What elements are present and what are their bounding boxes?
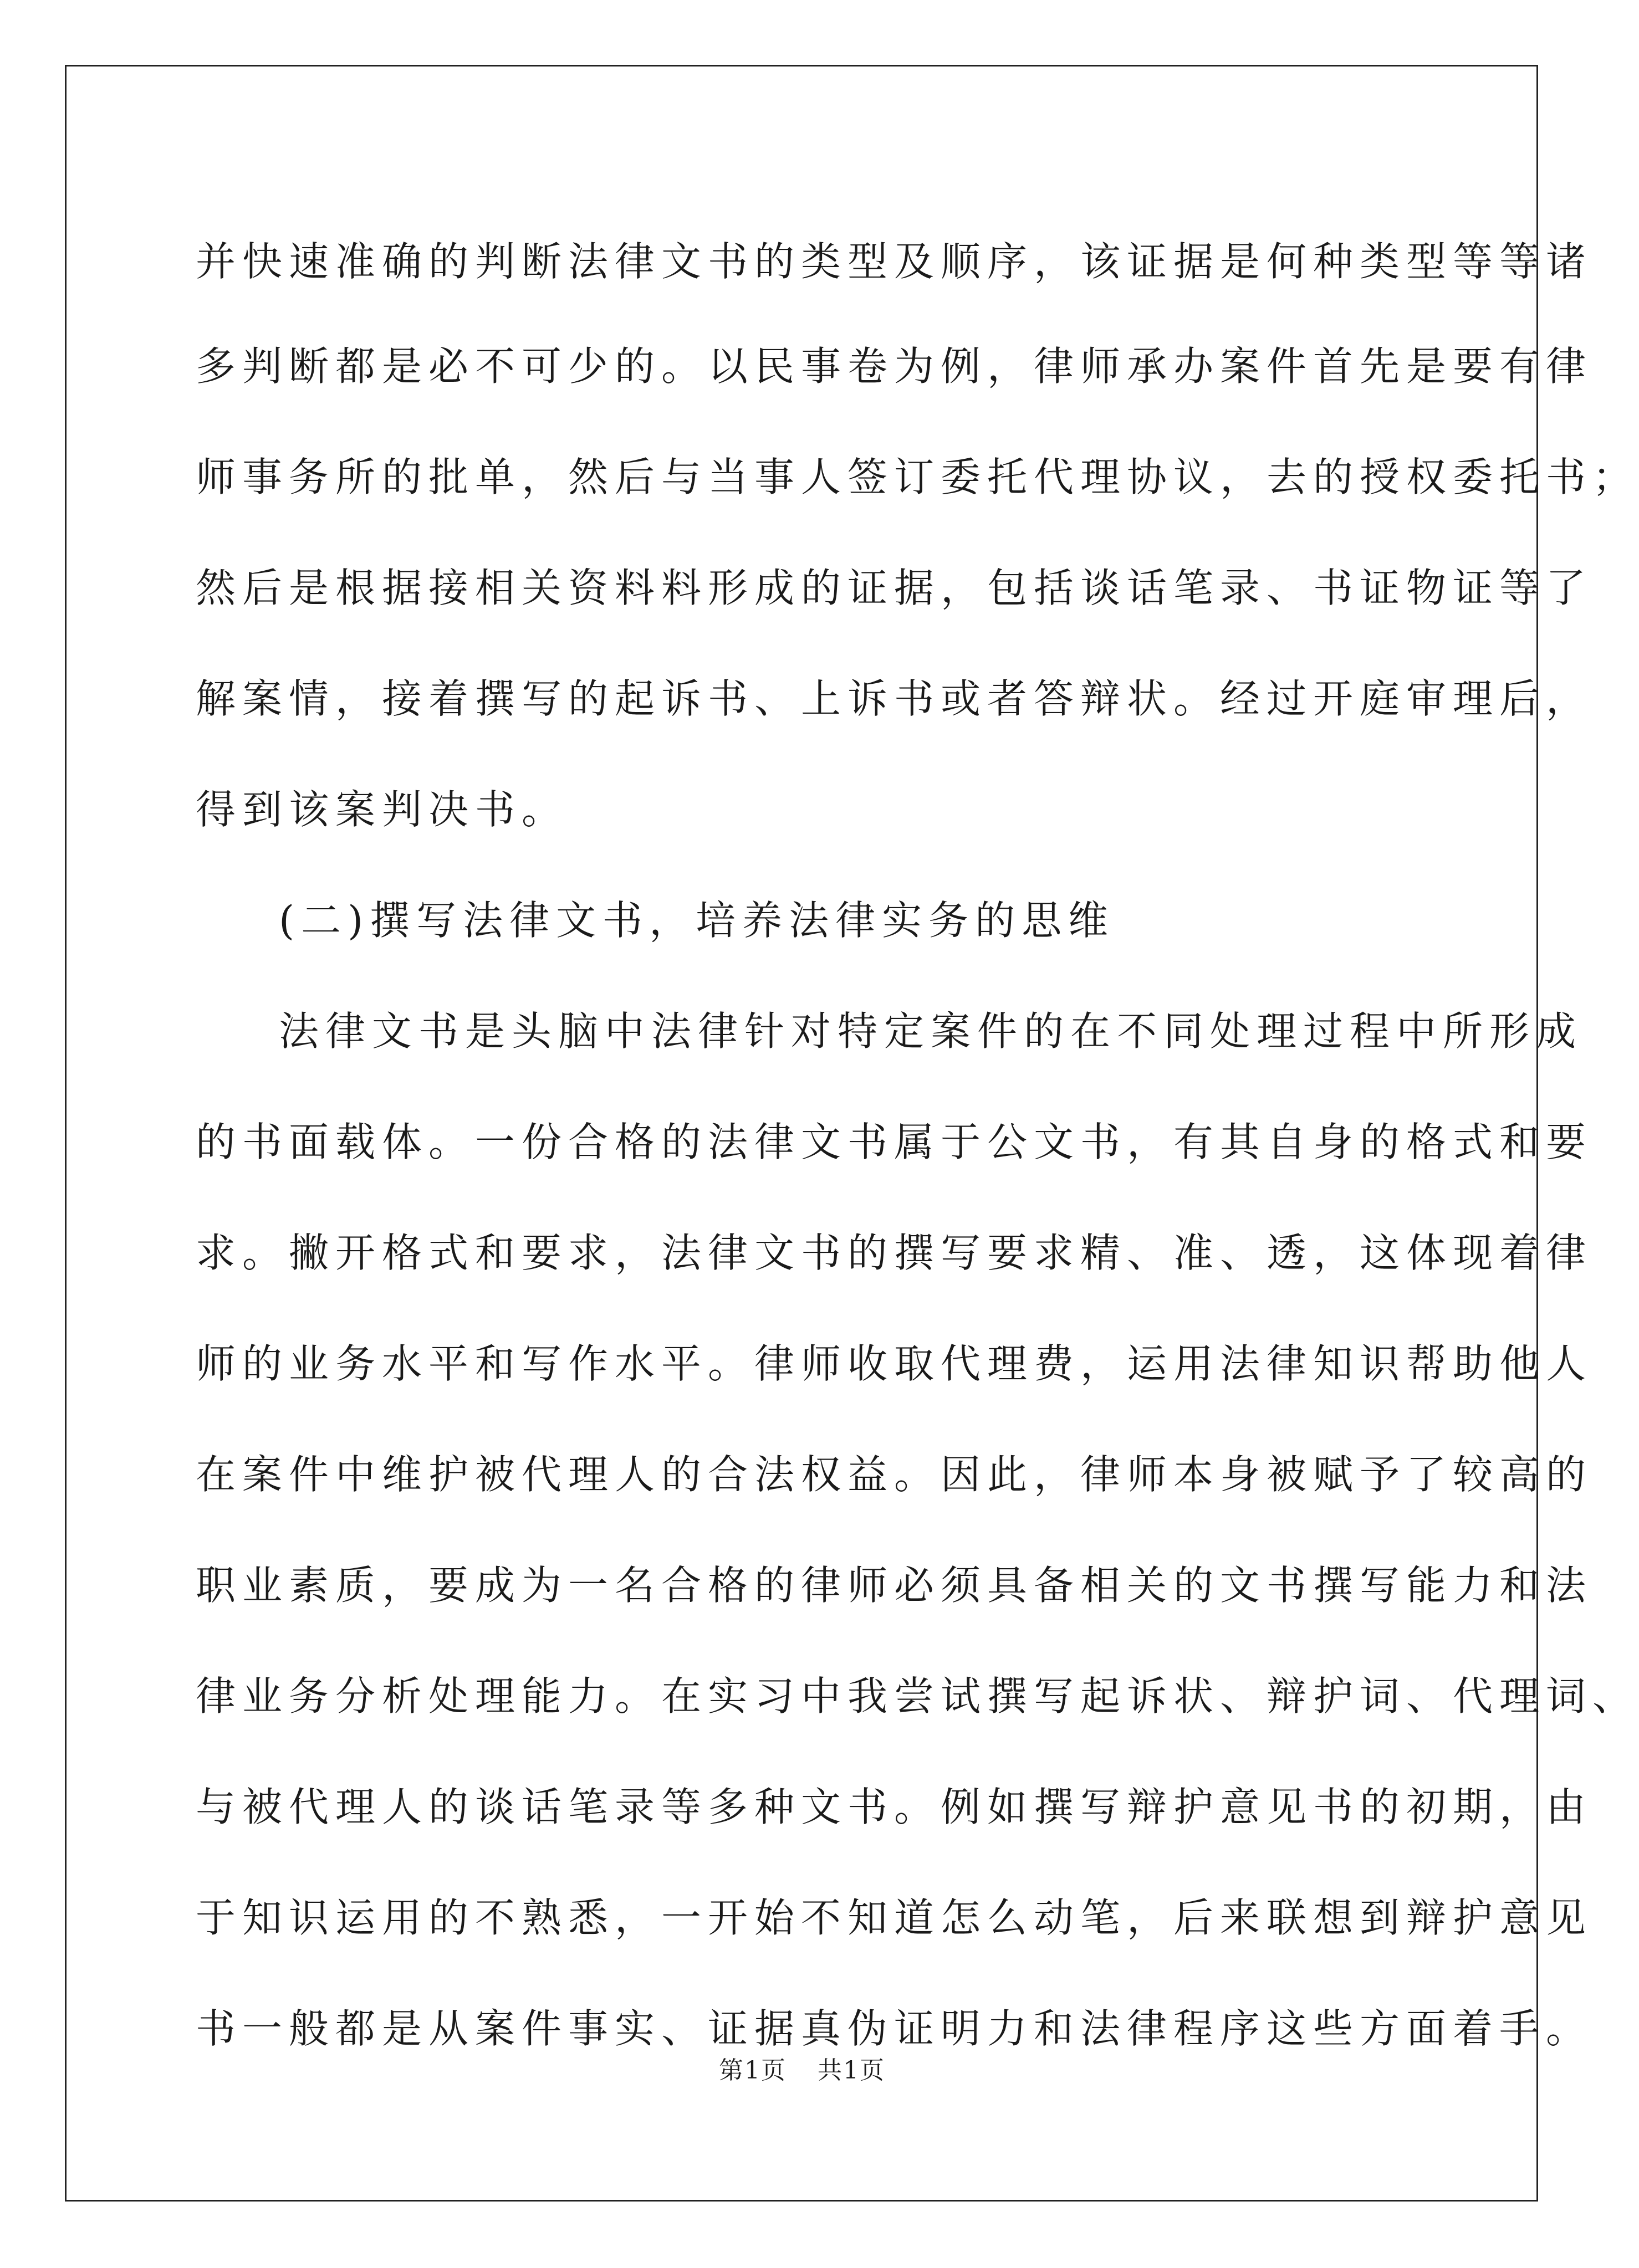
body-text-line: 师的业务水平和写作水平。律师收取代理费，运用法律知识帮助他人 (196, 1340, 1593, 1387)
body-text-line: 书一般都是从案件事实、证据真伪证明力和法律程序这些方面着手。 (196, 2005, 1593, 2052)
page-footer (0, 2050, 1604, 2086)
section-heading: (二)撰写法律文书，培养法律实务的思维 (279, 897, 1115, 944)
body-text-line: 得到该案判决书。 (196, 786, 569, 833)
body-text-line: 与被代理人的谈话笔录等多种文书。例如撰写辩护意见书的初期，由 (196, 1784, 1593, 1830)
page-number: 第1页 (719, 2056, 787, 2085)
page-total: 共1页 (818, 2056, 885, 2085)
body-text-line: 法律文书是头脑中法律针对特定案件的在不同处理过程中所形成 (279, 1008, 1583, 1054)
body-text-line: 并快速准确的判断法律文书的类型及顺序，该证据是何种类型等等诸 (196, 238, 1593, 285)
body-text-line: 然后是根据接相关资料料形成的证据，包括谈话笔录、书证物证等了 (196, 565, 1593, 611)
body-text-line: 求。撇开格式和要求，法律文书的撰写要求精、准、透，这体现着律 (196, 1230, 1593, 1276)
body-text-line: 职业素质，要成为一名合格的律师必须具备相关的文书撰写能力和法 (196, 1562, 1593, 1609)
body-text-line: 律业务分析处理能力。在实习中我尝试撰写起诉状、辩护词、代理词、 (196, 1673, 1639, 1719)
body-text-line: 解案情，接着撰写的起诉书、上诉书或者答辩状。经过开庭审理后， (196, 675, 1593, 722)
body-text-line: 的书面载体。一份合格的法律文书属于公文书，有其自身的格式和要 (196, 1119, 1593, 1165)
body-text-line: 师事务所的批单，然后与当事人签订委托代理协议，去的授权委托书； (196, 454, 1639, 500)
body-text-line: 多判断都是必不可少的。以民事卷为例，律师承办案件首先是要有律 (196, 343, 1593, 390)
body-text-line: 在案件中维护被代理人的合法权益。因此，律师本身被赋予了较高的 (196, 1451, 1593, 1498)
document-body (196, 212, 1639, 2084)
body-text-line: 于知识运用的不熟悉，一开始不知道怎么动笔，后来联想到辩护意见 (196, 1895, 1593, 1941)
